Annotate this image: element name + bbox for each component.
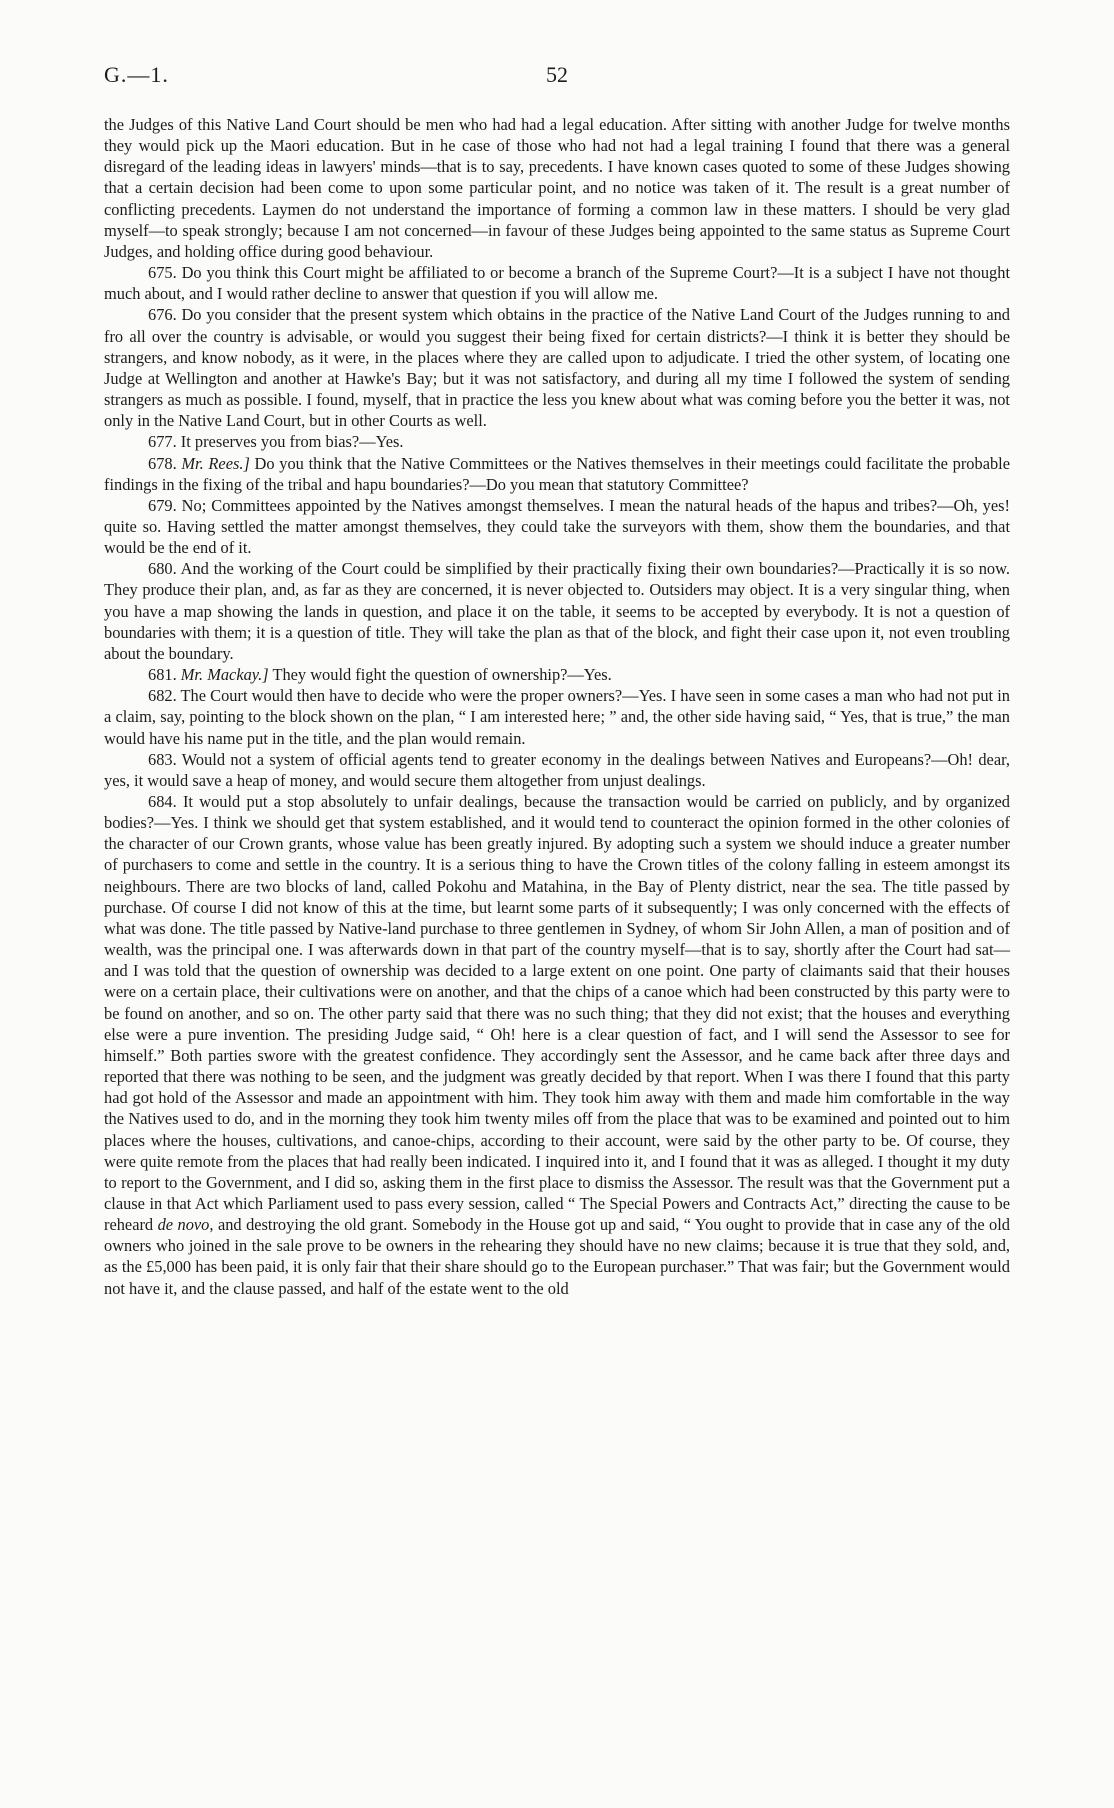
page-header — [104, 62, 1010, 92]
paragraph-682 — [104, 685, 1010, 748]
paragraph-text: 677. It preserves you from bias?—Yes. — [148, 432, 404, 452]
paragraph-text: 675. Do you think this Court might be affiliated to or become a branch of the Supreme Court?—It is a subject I have not thought much about, and I would rather decline to answer that question if you will allow me. — [104, 263, 1010, 304]
question-number: 678. — [148, 453, 182, 473]
paragraph-continued — [104, 114, 1010, 262]
speaker-name: Mr. Mackay.] — [180, 665, 269, 685]
document-reference: G.—1. — [104, 62, 169, 87]
page-number: 52 — [546, 62, 568, 87]
paragraph-text: 680. And the working of the Court could be simplified by their practically fixing their own boundaries?—Practically it is so now. They produce their plan, and, as far as they are concerned, it is never objected to. Outsiders may object. It is a very singular thing, when you have a map showing the lands in question, and place it on the table, it seems to be accepted by everybody. It is not a question of boundaries with them; it is a question of title. They will take the plan as that of the block, and fight their case upon it, not even troubling about the boundary. — [104, 559, 1010, 663]
body-text — [104, 114, 1010, 1299]
paragraph-text: 684. It would put a stop absolutely to unfair dealings, because the transaction would be carried on publicly, and by organized bodies?—Yes. I think we should get that system established, and it would tend to counteract the opinion formed in the other colonies of the character of our Crown grants, whose value has been greatly injured. By adopting such a system we should induce a greater number of purchasers to come and settle in the country. It is a serious thing to have the Crown titles of the colony falling in esteem amongst its neighbours. There are two blocks of land, called Pokohu and Matahina, in the Bay of Plenty district, near the sea. The title passed by purchase. Of course I did not know of this at the time, but learnt some parts of it subsequently; I was only concerned with the effects of what was done. The title passed by Native-land purchase to three gentlemen in Sydney, of whom Sir John Allen, a man of position and of wealth, was the principal one. I was afterwards down in that part of the country myself—that is to say, shortly after the Court had sat—and I was told that the question of ownership was decided to a large extent on one point. One party of claimants said that their houses were on a certain place, their cultivations were on another, and that the chips of a canoe which had been constructed by this party were to be found on another, and so on. The other party said that there was no such thing; that they did not exist; that the houses and everything else were a pure invention. The presiding Judge said, “ Oh! here is a clear question of fact, and I will send the Assessor to see for himself.” Both parties swore with the greatest confidence. They accordingly sent the Assessor, and he came back after three days and reported that there was nothing to be seen, and the judgment was greatly decided by that report. When I was there I found that this party had got hold of the Assessor and made an appointment with him. They took him away with them and made him comfortable in the way the Natives used to do, and in the morning they took him twenty miles off from the place that was to be examined and pointed out to him places where the houses, cultivations, and canoe-chips, according to their account, were said by the other party to be. Of course, they were quite remote from the places that had really been indicated. I inquired into it, and I found that it was as alleged. I thought it my duty to report to the Government, and I did so, asking them in the first place to dismiss the Assessor. The result was that the Government put a clause in that Act which Parliament used to pass every session, called “ The Special Powers and Contracts Act,” directing the cause to be reheard — [104, 792, 1010, 1235]
paragraph-text: the Judges of this Native Land Court should be men who had had a legal education. After sitting with another Judge for twelve months they would pick up the Maori education. But in he case of those who had not had a legal training I found that there was a general disregard of the leading ideas in lawyers' minds—that is to say, precedents. I have known cases quoted to some of these Judges showing that a certain decision had been come to upon some particular point, and no notice was taken of it. The result is a great number of conflicting precedents. Laymen do not understand the importance of forming a common law in these matters. I should be very glad myself—to speak strongly; because I am not concerned—in favour of these Judges being appointed to the same status as Supreme Court Judges, and holding office during good behaviour. — [104, 115, 1010, 261]
paragraph-681 — [104, 664, 1010, 685]
paragraph-text: 676. Do you consider that the present system which obtains in the practice of the Native Land Court of the Judges running to and fro all over the country is advisable, or would you suggest their being fixed for certain districts?—I think it is better they should be strangers, and know nobody, as it were, in the places where they are called upon to adjudicate. I tried the other system, of locating one Judge at Wellington and another at Hawke's Bay; but it was not satisfactory, and during all my time I followed the system of sending strangers as much as possible. I found, myself, that in practice the less you knew about what was coming before you the better it was, not only in the Native Land Court, but in other Courts as well. — [104, 305, 1010, 431]
paragraph-684 — [104, 791, 1010, 1299]
paragraph-676 — [104, 304, 1010, 431]
paragraph-text: Do you think that the Native Committees or the Natives themselves in their meetings could facilitate the probable findings in the fixing of the tribal and hapu boundaries?—Do you mean that statutory Committee? — [104, 453, 1010, 494]
paragraph-680 — [104, 558, 1010, 664]
question-number: 681. — [148, 665, 181, 685]
paragraph-text: 679. No; Committees appointed by the Natives amongst themselves. I mean the natural heads of the hapus and tribes?—Oh, yes! quite so. Having settled the matter amongst themselves, they could take the surveyors with them, show them the boundaries, and that would be the end of it. — [104, 495, 1010, 558]
italic-phrase: de novo — [157, 1215, 210, 1235]
paragraph-text: They would fight the question of ownership?—Yes. — [268, 665, 612, 685]
paragraph-text: , and destroying the old grant. Somebody in the House got up and said, “ You ought to provide that in case any of the old owners who joined in the sale prove to be owners in the rehearing they should have no new claims; because it is true that they sold, and, as the £5,000 has been paid, it is only fair that their share should go to the European purchaser.” That was fair; but the Government would not have it, and the clause passed, and half of the estate went to the old — [104, 1215, 1010, 1298]
paragraph-675 — [104, 262, 1010, 304]
paragraph-678 — [104, 453, 1010, 495]
paragraph-text: 682. The Court would then have to decide who were the proper owners?—Yes. I have seen in some cases a man who had not put in a claim, say, pointing to the block shown on the plan, “ I am interested here; ” and, the other side having said, “ Yes, that is true,” the man would have his name put in the title, and the plan would remain. — [104, 686, 1010, 748]
paragraph-683 — [104, 749, 1010, 791]
speaker-name: Mr. Rees.] — [181, 453, 250, 473]
paragraph-679 — [104, 495, 1010, 558]
paragraph-text: 683. Would not a system of official agents tend to greater economy in the dealings between Natives and Europeans?—Oh! dear, yes, it would save a heap of money, and would secure them altogether from unjust dealings. — [104, 749, 1010, 790]
paragraph-677 — [104, 431, 1010, 452]
